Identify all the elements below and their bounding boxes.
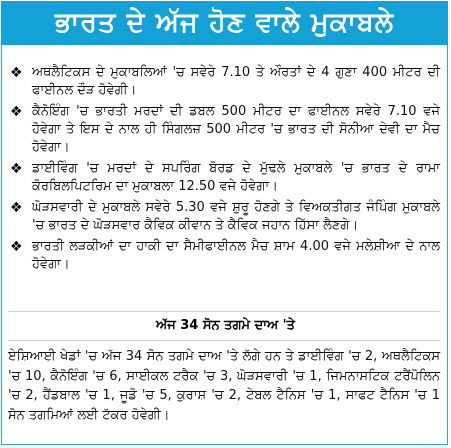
list-item-text: ਭਾਰਤੀ ਲੜਕੀਆਂ ਦਾ ਹਾਕੀ ਦਾ ਸੈਮੀਫਾਈਨਲ ਮੈਚ ਸ਼ਾਮ 4.00 ਵਜੇ ਮਲੇਸ਼ੀਆ ਦੇ ਨਾਲ ਹੋਵੇਗਾ। [32,239,440,272]
list-item [10,103,440,157]
list-item [10,64,440,100]
schedule-list [10,64,440,277]
diamond-bullet-icon: ❖ [10,239,23,255]
headline: ਭਾਰਤ ਦੇ ਅੱਜ ਹੋਣ ਵਾਲੇ ਮੁਕਾਬਲੇ [54,7,395,38]
divider [8,311,440,312]
list-item [10,160,440,196]
summary-paragraph: ਏਸ਼ਿਆਈ ਖੇਡਾਂ 'ਚ ਅੱਜ 34 ਸੋਨ ਤਗਮੇ ਦਾਅ 'ਤੇ ਲੱਗੇ ਹਨ ਤੇ ਡਾਈਵਿੰਗ 'ਚ 2, ਅਥਲੈਟਿਕਸ 'ਚ 10, ਕੈਨੋਇੰਗ 'ਚ 6, ਸਾਈਕਲ ਟਰੈਕ 'ਚ 3, ਘੋੜਸਵਾਰੀ 'ਚ 1, ਜਿਮਨਾਸਟਿਕ ਟਰੈਂਪੋਲਿਨ 'ਚ 2, ਹੈਂਡਬਾਲ 'ਚ 1, ਜੂਡੋ 'ਚ 5, ਕੁਰਾਸ਼ 'ਚ 2, ਟੇਬਲ ਟੈਨਿਸ 'ਚ 1, ਸਾਫਟ ਟੈਨਿਸ 'ਚ 1 ਸੋਨ ਤਗਮਿਆਂ ਲਈ ਟੱਕਰ ਹੋਵੇਗੀ। [8,349,440,423]
list-item [10,238,440,274]
subheading: ਅੱਜ 34 ਸੋਨ ਤਗਮੇ ਦਾਅ 'ਤੇ [156,318,295,333]
list-item [10,199,440,235]
divider [8,340,440,341]
list-item-text: ਕੈਨੋਇੰਗ 'ਚ ਭਾਰਤੀ ਮਰਦਾਂ ਦੀ ਡਬਲ 500 ਮੀਟਰ ਦਾ ਫਾਈਨਲ ਸਵੇਰੇ 7.10 ਵਜੇ ਹੋਵੇਗਾ ਤੇ ਇਸ ਦੇ ਨਾਲ ਹੀ ਸਿੰਗਲਜ਼ 500 ਮੀਟਰ 'ਚ ਭਾਰਤ ਦੀ ਸੋਨੀਆ ਦੇਵੀ ਦਾ ਮੈਚ ਹੋਵੇਗਾ। [32,104,440,155]
diamond-bullet-icon: ❖ [10,65,23,81]
diamond-bullet-icon: ❖ [10,200,23,216]
diamond-bullet-icon: ❖ [10,161,23,177]
list-item-text: ਅਥਲੈਟਿਕਸ ਦੇ ਮੁਕਾਬਲਿਆਂ 'ਚ ਸਵੇਰੇ 7.10 ਤੇ ਔਰਤਾਂ ਦੇ 4 ਗੁਣਾ 400 ਮੀਟਰ ਦੀ ਫਾਈਨਲ ਦੌੜ ਹੋਵੇਗੀ। [32,65,440,98]
diamond-bullet-icon: ❖ [10,104,23,120]
list-item-text: ਘੋੜਸਵਾਰੀ ਦੇ ਮੁਕਾਬਲੇ ਸਵੇਰੇ 5.30 ਵਜੇ ਸ਼ੁਰੂ ਹੋਣਗੇ ਤੇ ਵਿਅਕਤੀਗਤ ਜੰਪਿੰਗ ਮੁਕਾਬਲੇ 'ਚ ਭਾਰਤ ਦੇ ਘੋੜਸਵਾਰ ਕੈਵਿਕ ਕੀਵਾਨ ਤੇ ਕੈਵਿਕ ਜਹਾਨ ਹਿੱਸਾ ਲੈਣਗੇ। [32,200,440,233]
header-banner [1,1,448,45]
list-item-text: ਡਾਈਵਿੰਗ 'ਚ ਮਰਦਾਂ ਦੇ ਸਪਰਿੰਗ ਬੋਰਡ ਦੇ ਮੁੱਢਲੇ ਮੁਕਾਬਲੇ 'ਚ ਭਾਰਤ ਦੇ ਰਾਮਾ ਕੋਰਬਿਲਪਿਟਰਿਮ ਦਾ ਮੁਕਾਬਲਾ 12.50 ਵਜੇ ਹੋਵੇਗਾ। [32,161,440,194]
